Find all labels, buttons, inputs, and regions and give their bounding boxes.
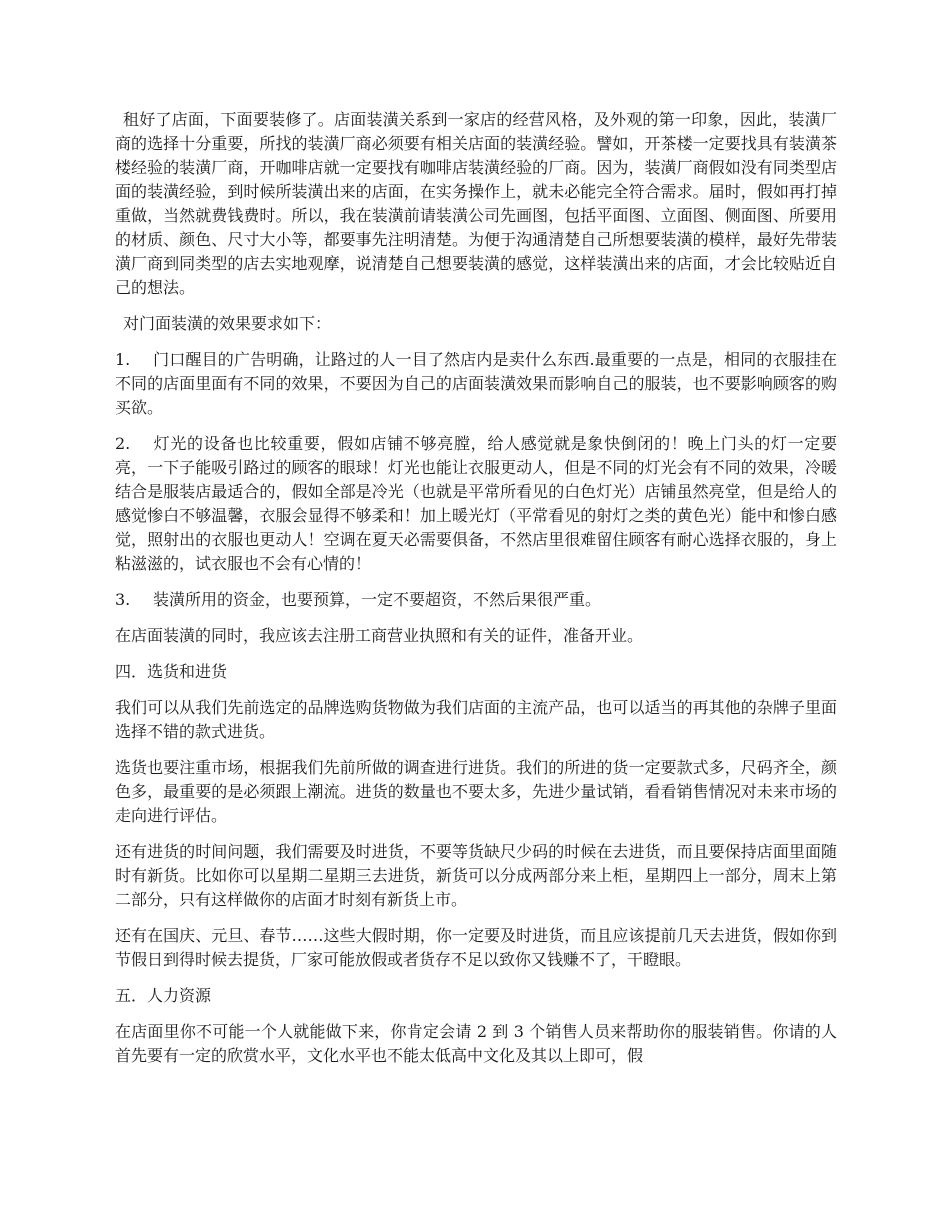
list-item-number: 3. xyxy=(115,590,131,609)
paragraph-business-license: 在店面装潢的同时，我应该去注册工商营业执照和有关的证件，准备开业。 xyxy=(115,626,644,645)
section-heading-purchasing: 四．选货和进货 xyxy=(115,662,228,681)
paragraph-staffing: 在店面里你不可能一个人就能做下来，你肯定会请 2 到 3 个销售人员来帮助你的服装销售。你请的人首先要有一定的欣赏水平，文化水平也不能太低高中文化及其以上即可，假 xyxy=(115,1022,837,1065)
list-item-text: 装潢所用的资金，也要预算，一定不要超资，不然后果很严重。 xyxy=(153,590,602,609)
paragraph-shop-renovation: 租好了店面，下面要装修了。店面装潢关系到一家店的经营风格，及外观的第一印象，因此，装潢厂商的选择十分重要，所找的装潢厂商必须要有相关店面的装潢经验。譬如，开茶楼一定要找具有装潢茶楼经验的装潢厂商，开咖啡店就一定要找有咖啡店装潢经验的厂商。因为，装潢厂商假如没有同类型店面的装潢经验，到时候所装潢出来的店面，在实务操作上，就未必能完全符合需求。届时，假如再打掉重做，当然就费钱费时。所以，我在装潢前请装潢公司先画图，包括平面图、立面图、侧面图、所要用的材质、颜色、尺寸大小等，都要事先注明清楚。为便于沟通清楚自己所想要装潢的模样，最好先带装潢厂商到同类型的店去实地观摩，说清楚自己想要装潢的感觉，这样装潢出来的店面，才会比较贴近自己的想法。 xyxy=(115,110,837,297)
section-heading-human-resources: 五．人力资源 xyxy=(115,986,212,1005)
list-item-number: 1. xyxy=(115,350,131,369)
document-page xyxy=(115,108,837,1080)
list-item xyxy=(115,348,837,420)
list-item xyxy=(115,588,837,612)
paragraph-brand-selection: 我们可以从我们先前选定的品牌选购货物做为我们店面的主流产品，也可以适当的再其他的杂牌子里面选择不错的款式进货。 xyxy=(115,698,837,741)
list-item-text: 门口醒目的广告明确，让路过的人一目了然店内是卖什么东西.最重要的一点是，相同的衣服挂在不同的店面里面有不同的效果，不要因为自己的店面装潢效果而影响自己的服装，也不要影响顾客的购买欲。 xyxy=(115,350,837,417)
paragraph-market-selection: 选货也要注重市场，根据我们先前所做的调查进行进货。我们的所进的货一定要款式多，尺码齐全，颜色多，最重要的是必须跟上潮流。进货的数量也不要太多，先进少量试销，看看销售情况对未来市场的走向进行评估。 xyxy=(115,758,837,825)
list-item-text: 灯光的设备也比较重要，假如店铺不够亮膛，给人感觉就是象快倒闭的！晚上门头的灯一定要亮，一下子能吸引路过的顾客的眼球！灯光也能让衣服更动人，但是不同的灯光会有不同的效果，冷暖结合是服装店最适合的，假如全部是冷光（也就是平常所看见的白色灯光）店铺虽然亮堂，但是给人的感觉惨白不够温馨，衣服会显得不够柔和！加上暖光灯（平常看见的射灯之类的黄色光）能中和惨白感觉，照射出的衣服也更动人！空调在夏天必需要俱备，不然店里很难留住顾客有耐心选择衣服的，身上粘滋滋的，试衣服也不会有心情的！ xyxy=(115,434,837,573)
paragraph-holiday-stock: 还有在国庆、元旦、春节……这些大假时期，你一定要及时进货，而且应该提前几天去进货，假如你到节假日到得时候去提货，厂家可能放假或者货存不足以致你又钱赚不了，干瞪眼。 xyxy=(115,926,837,969)
paragraph-restock-timing: 还有进货的时间问题，我们需要及时进货，不要等货缺尺少码的时候在去进货，而且要保持店面里面随时有新货。比如你可以星期二星期三去进货，新货可以分成两部分来上柜，星期四上一部分，周末上第二部分，只有这样做你的店面才时刻有新货上市。 xyxy=(115,842,837,909)
list-item xyxy=(115,432,837,576)
list-item-number: 2. xyxy=(115,434,131,453)
paragraph-facade-requirements: 对门面装潢的效果要求如下： xyxy=(123,314,332,333)
